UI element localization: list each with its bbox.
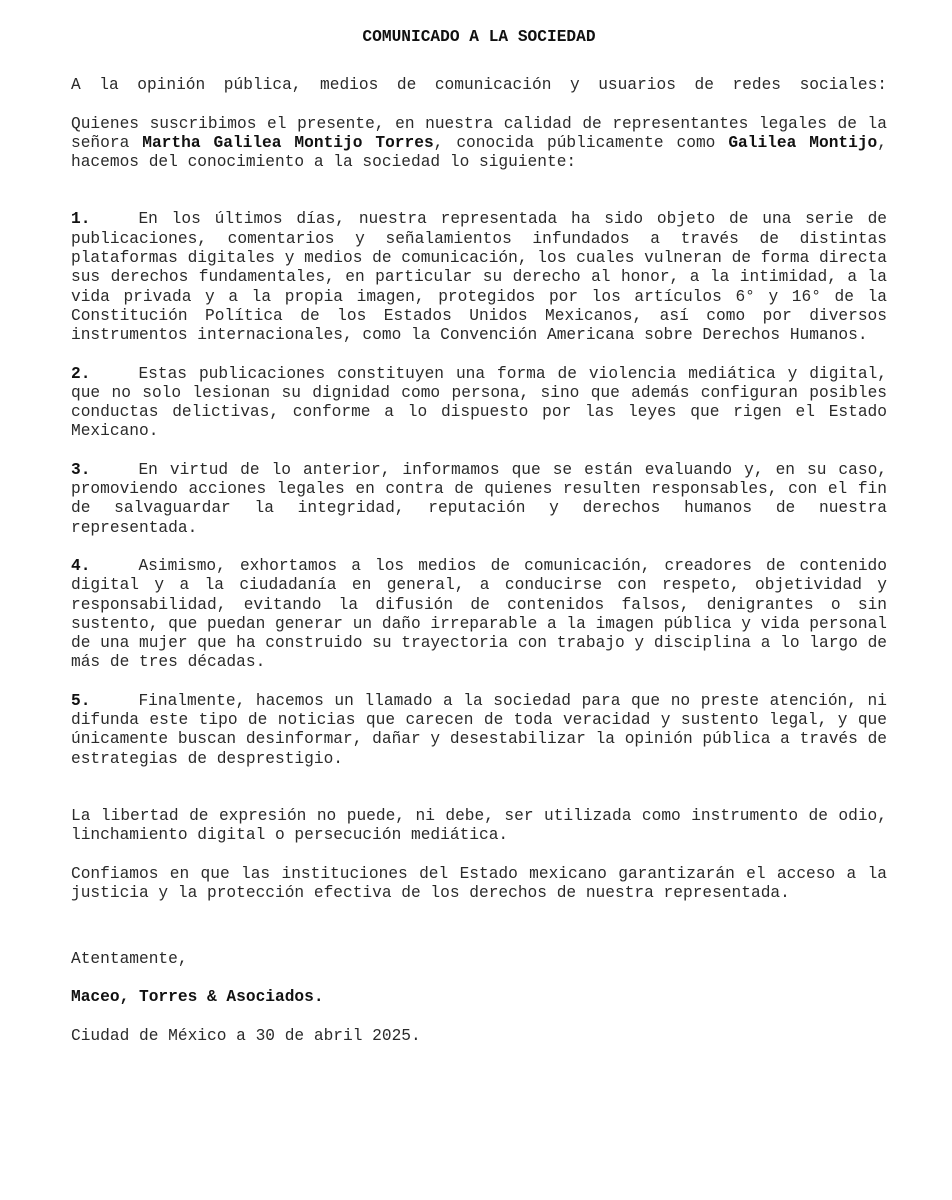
document-title: COMUNICADO A LA SOCIEDAD: [362, 28, 596, 46]
item-text: Estas publicaciones constituyen una forma de violencia mediática y digital, que no solo lesionan su dignidad como persona, sino que además configuran posibles conductas delictivas, conforme a lo dispuesto por las leyes que rigen el Estado Mexicano.: [71, 364, 887, 441]
closing-paragraph-2: Confiamos en que las instituciones del Estado mexicano garantizarán el acceso a la justicia y la protección efectiva de los derechos de nuestra representada.: [71, 864, 887, 902]
client-full-name: Martha Galilea Montijo Torres: [142, 133, 434, 152]
closing-paragraph-1: La libertad de expresión no puede, ni debe, ser utilizada como instrumento de odio, linchamiento digital o persecución mediática.: [71, 806, 887, 845]
client-public-name: Galilea Montijo: [728, 133, 878, 152]
intro-paragraph: [71, 115, 887, 173]
numbered-item-1: [71, 210, 887, 345]
law-firm-name: Maceo, Torres & Asociados.: [71, 988, 324, 1007]
sign-off: Atentamente,: [71, 950, 188, 969]
intro-text-before: Quienes suscribimos el presente, en nuestra calidad de representantes legales de la señora: [71, 114, 887, 152]
item-number: 1.: [71, 210, 91, 229]
place-and-date: Ciudad de México a 30 de abril 2025.: [71, 1026, 421, 1045]
item-number: 4.: [71, 556, 91, 575]
salutation: A la opinión pública, medios de comunicación y usuarios de redes sociales:: [71, 76, 887, 95]
item-text: Finalmente, hacemos un llamado a la sociedad para que no preste atención, ni difunda este tipo de noticias que carecen de toda veracidad y sustento legal, y que únicamente buscan desinformar, dañar y desestabilizar la opinión pública a través de estrategias de desprestigio.: [71, 691, 887, 768]
intro-text-middle: , conocida públicamente como: [433, 133, 729, 152]
numbered-item-2: [71, 365, 887, 442]
numbered-item-5: [71, 692, 887, 769]
item-text: En los últimos días, nuestra representada ha sido objeto de una serie de publicaciones, comentarios y señalamientos infundados a través de distintas plataformas digitales y medios de comunicación, los cuales vulneran de forma directa sus derechos fundamentales, en particular su derecho al honor, a la intimidad, a la vida privada y a la propia imagen, protegidos por los artículos 6° y 16° de la Constitución Política de los Estados Unidos Mexicanos, así como por diversos instrumentos internacionales, como la Convención Americana sobre Derechos Humanos.: [71, 210, 887, 345]
numbered-item-3: [71, 461, 887, 538]
item-number: 5.: [71, 691, 91, 710]
item-text: En virtud de lo anterior, informamos que se están evaluando y, en su caso, promoviendo acciones legales en contra de quienes resulten responsables, con el fin de salvaguardar la integridad, reputación y derechos humanos de nuestra representada.: [71, 460, 887, 537]
intro-text-after: , hacemos del conocimiento a la sociedad lo siguiente:: [71, 133, 887, 172]
item-number: 3.: [71, 460, 91, 479]
numbered-item-4: [71, 557, 887, 673]
document-body: [71, 28, 887, 1046]
item-number: 2.: [71, 364, 91, 383]
item-text: Asimismo, exhortamos a los medios de comunicación, creadores de contenido digital y a la ciudadanía en general, a conducirse con respeto, objetividad y responsabilidad, evitando la difusión de contenidos falsos, denigrantes o sin sustento, que puedan generar un daño irreparable a la imagen pública y vida personal de una mujer que ha construido su trayectoria con trabajo y disciplina a lo largo de más de tres décadas.: [71, 556, 887, 672]
